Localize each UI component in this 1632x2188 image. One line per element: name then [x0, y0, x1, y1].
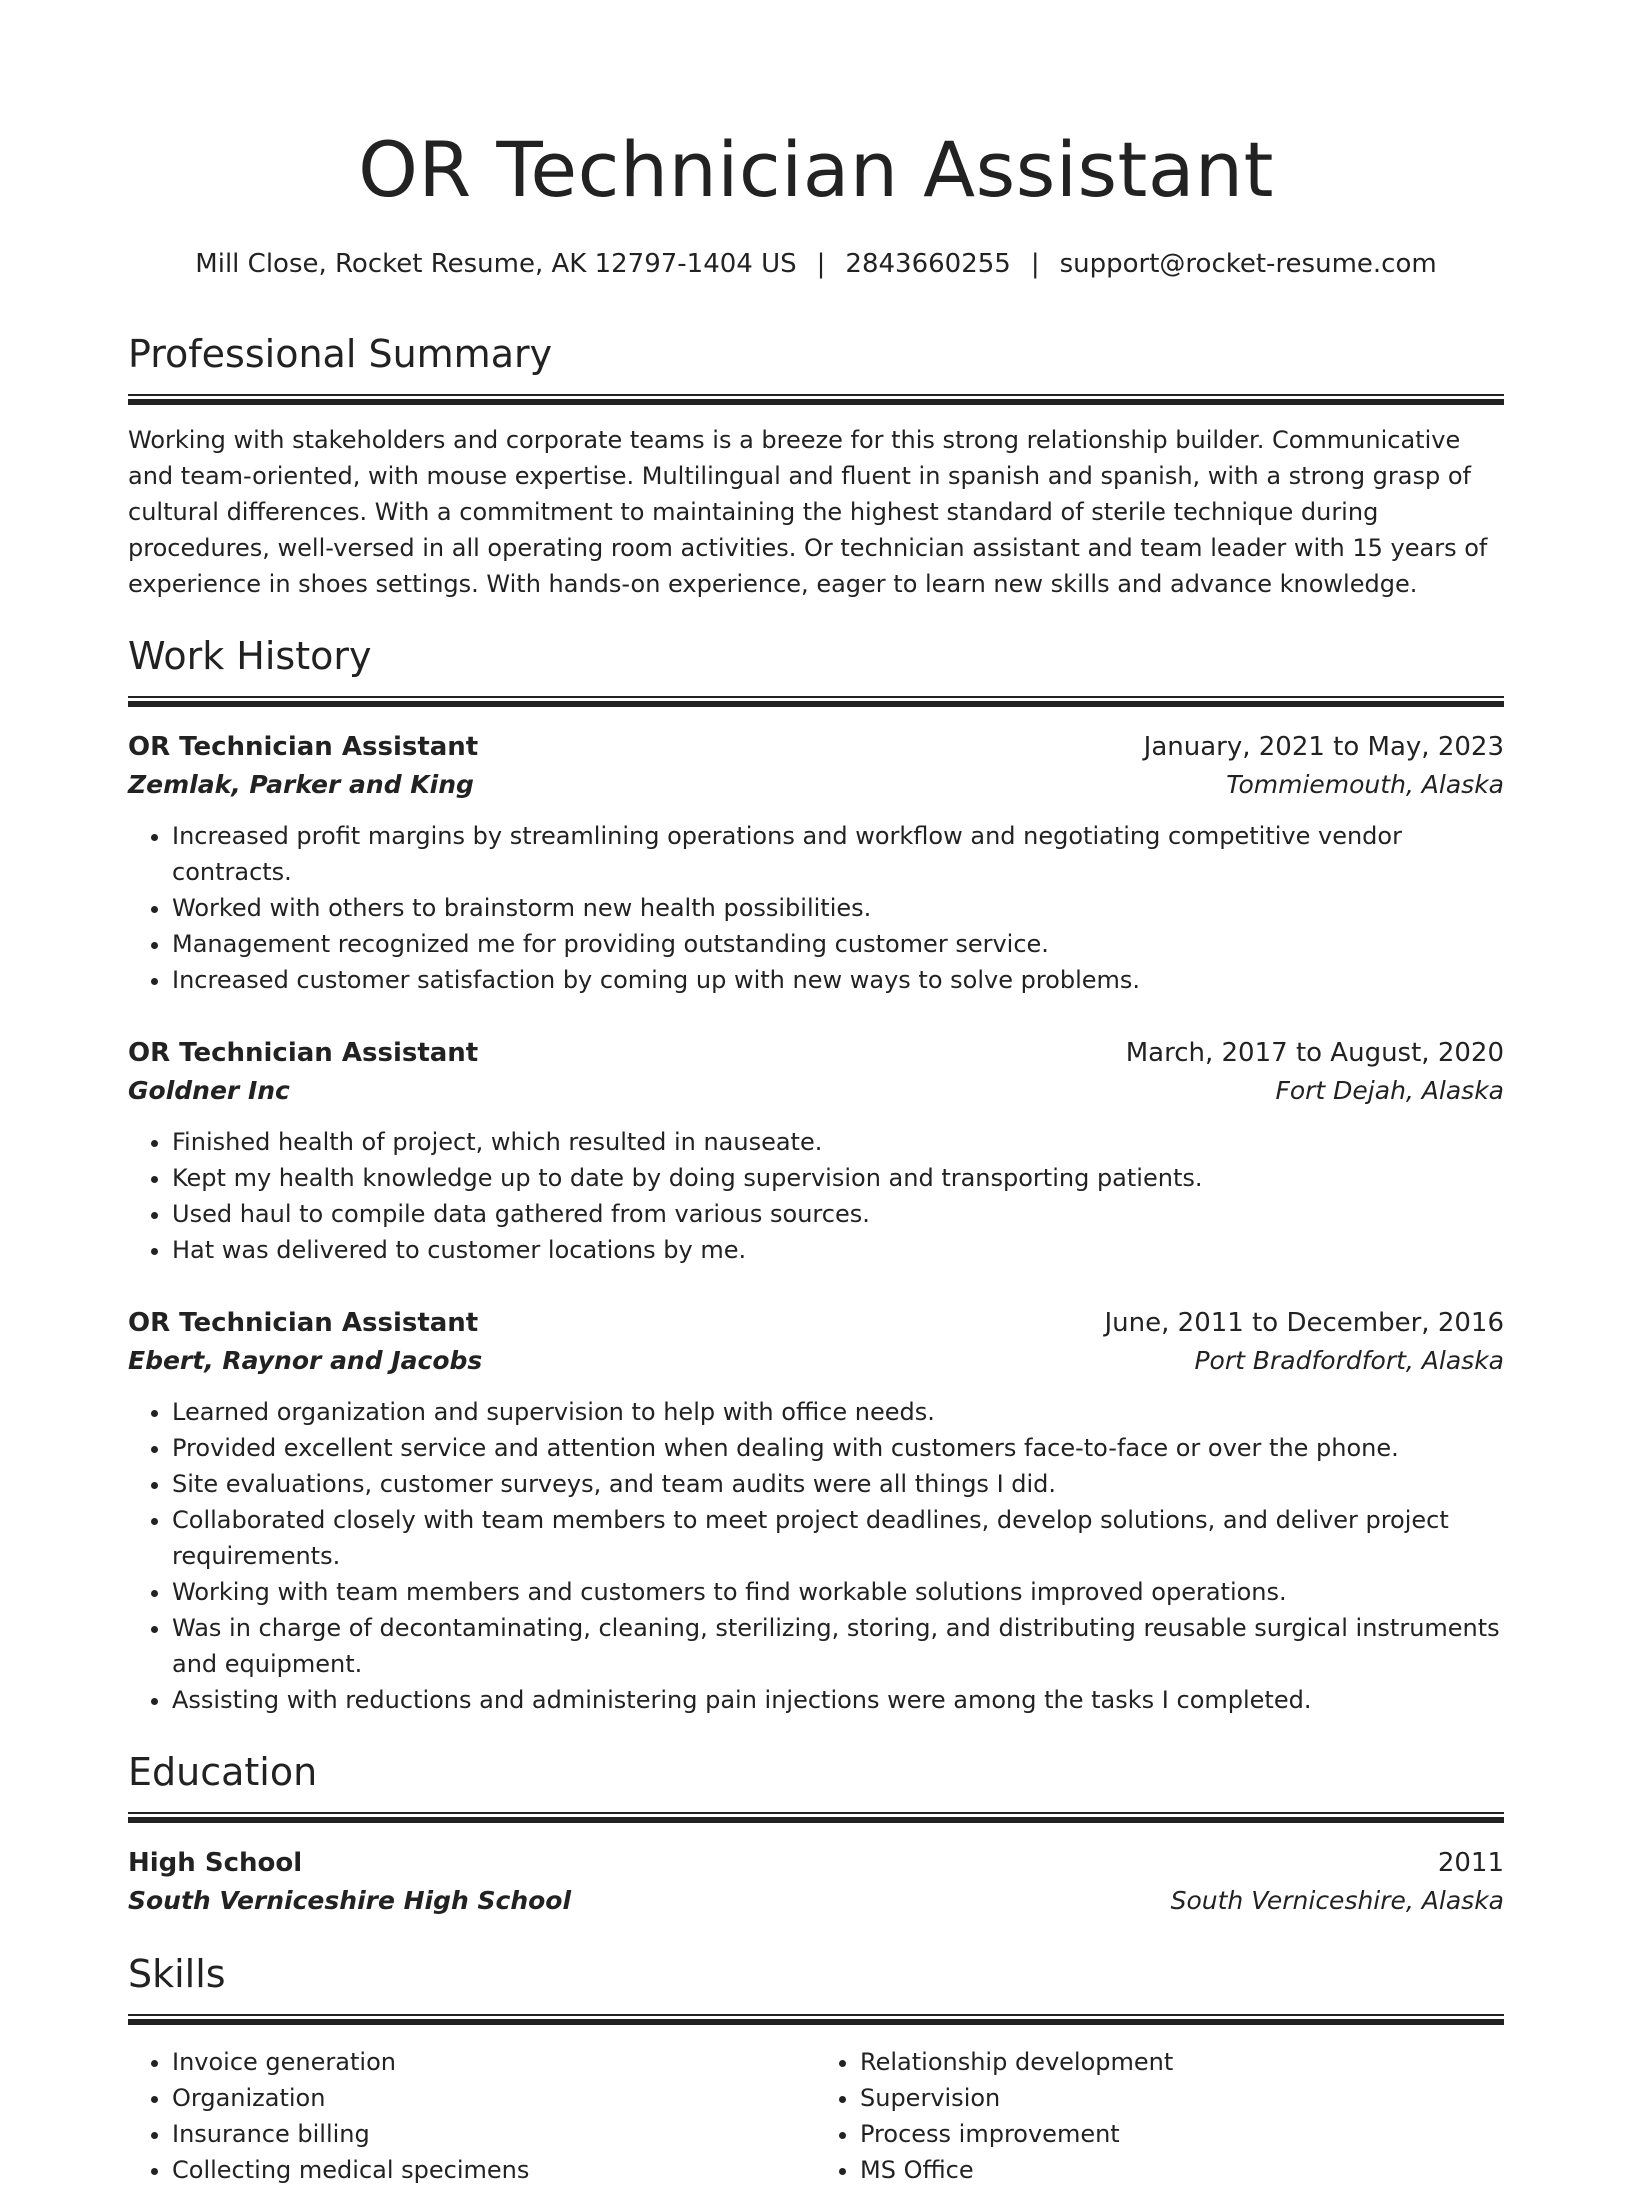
job-dates: January, 2021 to May, 2023	[1143, 732, 1504, 762]
job-bullet: • Worked with others to brainstorm new health possibilities.	[172, 890, 1504, 926]
summary-section	[128, 330, 1504, 602]
section-title-skills: Skills	[128, 1952, 226, 1996]
skill-item: • Supervision	[860, 2080, 1504, 2116]
job-bullet: • Used haul to compile data gathered from various sources.	[172, 1196, 1504, 1232]
job-dates: June, 2011 to December, 2016	[1104, 1308, 1504, 1338]
contact-separator: |	[1030, 249, 1040, 279]
skill-item: • Organization	[172, 2080, 816, 2116]
skills-columns	[128, 2044, 1504, 2188]
education-school: South Verniceshire High School	[128, 1886, 572, 1915]
job-bullet: • Site evaluations, customer surveys, and team audits were all things I did.	[172, 1466, 1504, 1502]
job-bullet: • Collaborated closely with team members to meet project deadlines, develop solutions, and deliver project requirements.	[172, 1502, 1504, 1574]
job-entry	[128, 1034, 1504, 1268]
section-title-summary: Professional Summary	[128, 332, 553, 376]
work-history-section	[128, 632, 1504, 1718]
skill-item: • Invoice generation	[172, 2044, 816, 2080]
job-entry	[128, 1304, 1504, 1718]
skills-section	[128, 1950, 1504, 2188]
job-company-row	[128, 1072, 1504, 1110]
job-bullet: • Hat was delivered to customer locations by me.	[172, 1232, 1504, 1268]
job-bullet: • Kept my health knowledge up to date by doing supervision and transporting patients.	[172, 1160, 1504, 1196]
job-header-row	[128, 1034, 1504, 1072]
job-bullet: • Finished health of project, which resulted in nauseate.	[172, 1124, 1504, 1160]
contact-address: Mill Close, Rocket Resume, AK 12797-1404 US	[195, 249, 797, 279]
contact-separator: |	[816, 249, 826, 279]
job-bullet: • Provided excellent service and attention when dealing with customers face-to-face or over the phone.	[172, 1430, 1504, 1466]
job-bullet: • Assisting with reductions and administering pain injections were among the tasks I completed.	[172, 1682, 1504, 1718]
contact-phone: 2843660255	[845, 249, 1011, 279]
job-company: Goldner Inc	[128, 1076, 290, 1105]
skill-item: • MS Office	[860, 2152, 1504, 2188]
section-divider	[128, 2014, 1504, 2024]
education-degree: High School	[128, 1848, 303, 1878]
job-company: Ebert, Raynor and Jacobs	[128, 1346, 483, 1375]
section-divider	[128, 696, 1504, 706]
section-title-education: Education	[128, 1750, 318, 1794]
job-location: Port Bradfordfort, Alaska	[1194, 1346, 1504, 1375]
job-bullet: • Working with team members and customers to find workable solutions improved operations.	[172, 1574, 1504, 1610]
skill-item: • Collecting medical specimens	[172, 2152, 816, 2188]
skill-item: • Relationship development	[860, 2044, 1504, 2080]
job-bullets	[128, 1124, 1504, 1268]
contact-line	[128, 246, 1504, 282]
skills-column-left	[128, 2044, 816, 2188]
job-bullets	[128, 818, 1504, 998]
job-title: OR Technician Assistant	[128, 1038, 479, 1068]
job-bullet: • Learned organization and supervision to help with office needs.	[172, 1394, 1504, 1430]
job-location: Tommiemouth, Alaska	[1226, 770, 1504, 799]
section-divider	[128, 1812, 1504, 1822]
skill-item: • Process improvement	[860, 2116, 1504, 2152]
section-divider	[128, 394, 1504, 404]
job-title: OR Technician Assistant	[128, 1308, 479, 1338]
education-year: 2011	[1437, 1848, 1504, 1878]
job-bullet: • Increased profit margins by streamlining operations and workflow and negotiating competitive vendor contracts.	[172, 818, 1504, 890]
education-header-row	[128, 1844, 1504, 1882]
contact-email: support@rocket-resume.com	[1059, 249, 1437, 279]
skills-column-right	[816, 2044, 1504, 2188]
job-location: Fort Dejah, Alaska	[1275, 1076, 1504, 1105]
job-bullets	[128, 1394, 1504, 1718]
job-bullet: • Increased customer satisfaction by coming up with new ways to solve problems.	[172, 962, 1504, 998]
job-bullet: • Was in charge of decontaminating, cleaning, sterilizing, storing, and distributing reusable surgical instruments and equipment.	[172, 1610, 1504, 1682]
job-header-row	[128, 728, 1504, 766]
summary-text: Working with stakeholders and corporate teams is a breeze for this strong relationship builder. Communicative and team-oriented, with mouse expertise. Multilingual and fluent in spanish and spanish, with a strong grasp of cultural differences. With a commitment to maintaining the highest standard of sterile technique during procedures, well-versed in all operating room activities. Or technician assistant and team leader with 15 years of experience in shoes settings. With hands-on experience, eager to learn new skills and advance knowledge.	[128, 426, 1488, 598]
skill-item: • Insurance billing	[172, 2116, 816, 2152]
job-company-row	[128, 1342, 1504, 1380]
section-title-work-history: Work History	[128, 634, 372, 678]
job-entry	[128, 728, 1504, 998]
job-header-row	[128, 1304, 1504, 1342]
job-dates: March, 2017 to August, 2020	[1125, 1038, 1504, 1068]
education-entry	[128, 1844, 1504, 1920]
job-title: OR Technician Assistant	[128, 732, 479, 762]
education-school-row	[128, 1882, 1504, 1920]
job-company-row	[128, 766, 1504, 804]
job-company: Zemlak, Parker and King	[128, 770, 474, 799]
candidate-name: OR Technician Assistant	[358, 125, 1274, 214]
education-section	[128, 1748, 1504, 1920]
education-location: South Verniceshire, Alaska	[1170, 1886, 1504, 1915]
job-bullet: • Management recognized me for providing outstanding customer service.	[172, 926, 1504, 962]
